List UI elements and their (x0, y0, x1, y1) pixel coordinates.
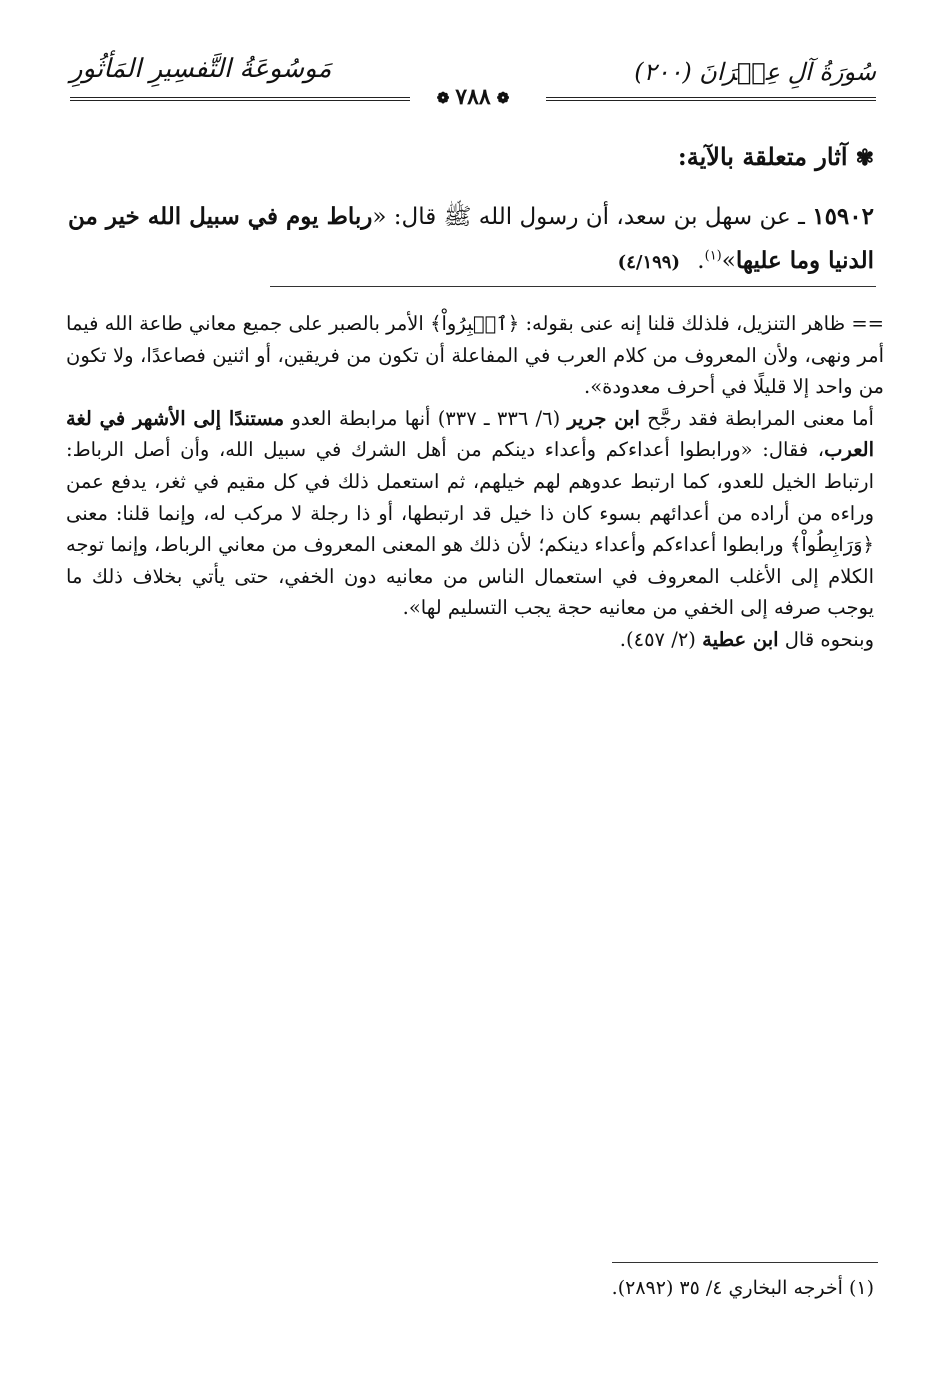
hadith-reference: (٤/١٩٩) (617, 252, 680, 273)
page-header (70, 52, 876, 114)
note-paragraph-3 (66, 624, 874, 656)
note-quote: ، فقال: «ورابطوا أعداءكم وأعداء دينكم من أهل الشرك في سبيل الله، وأن أصل الرباط: ارتباط الخيل للعدو، كما ارتبط عدوهم لهم خيلهم، ثم استعمل ذلك في كل مقيم في ثغر، يدفع عمن وراءه من أراده من أعدائهم بسوء كان ذا خيل قد ارتبطها، أو ذا رجلة لا مركب له، وإنما قلنا: معنى ﴿وَرَابِطُواْ﴾ ورابطوا أعداءكم وأعداء دينكم؛ لأن ذلك هو المعنى المعروف من معاني الرباط، وإنما توجه الكلام إلى الأغلب المعروف في استعمال الناس من معانيه دون الخفي، حتى يأتي بخلاف ذلك ما يوجب صرفه إلى الخفي من معانيه حجة يجب التسليم لها». (66, 438, 874, 620)
page-number-block (70, 84, 876, 110)
note-paragraph-1: == ظاهر التنزيل، فلذلك قلنا إنه عنى بقوله: ﴿ٱصۡبِرُواْ﴾ الأمر بالصبر على جميع معاني طاعة الله فيما أمر ونهى، ولأن المعروف من كلام العرب في المفاعلة أن تكون من فريقين، أو اثنين فصاعدًا، ولا تكون من واحد إلا قليلًا في أحرف معدودة». (66, 312, 884, 399)
section-heading (678, 142, 874, 171)
footnote-marker: (١) (704, 248, 722, 264)
note-text: (٦/ ٣٣٦ ـ ٣٣٧) أنها مرابطة العدو (284, 406, 568, 430)
footnote: (١) أخرجه البخاري ٤/ ٣٥ (٢٨٩٢). (611, 1277, 874, 1299)
surah-title: سُورَةُ آلِ عِمۡرَانَ (٢٠٠) (634, 58, 876, 86)
note-paragraph-2 (66, 403, 874, 624)
hadith-intro: ـ عن سهل بن سعد، أن رسول الله ﷺ قال: « (372, 204, 805, 230)
book-title: مَوسُوعَةُ التَّفسِيرِ المَأثُورِ (70, 54, 332, 84)
hadith-text: رباط يوم في سبيل الله خير من الدنيا وما عليها (68, 203, 874, 274)
hadith-paragraph (68, 195, 874, 284)
note-text: وبنحوه قال (778, 627, 874, 651)
note-text: أما معنى المرابطة فقد رجَّح (639, 406, 874, 430)
note-emphasis: مستندًا إلى الأشهر في لغة العرب (66, 406, 874, 462)
section-title: آثار متعلقة بالآية: (677, 142, 848, 171)
hadith-close-quote: » (721, 248, 736, 274)
hadith-period: . (697, 248, 705, 274)
flower-ornament-icon: ✾ (855, 145, 874, 171)
ornament-icon: ❁ (436, 89, 450, 107)
ornament-icon: ❁ (496, 89, 510, 107)
scholar-name: ابن جرير (567, 406, 640, 430)
hadith-number: ١٥٩٠٢ (812, 203, 874, 230)
footnote-separator (612, 1262, 878, 1263)
page-number: ٧٨٨ (455, 84, 491, 110)
separator-line (270, 286, 876, 287)
note-reference: (٢/ ٤٥٧). (619, 627, 703, 651)
commentary-note (66, 308, 884, 656)
scholar-name: ابن عطية (702, 627, 779, 651)
